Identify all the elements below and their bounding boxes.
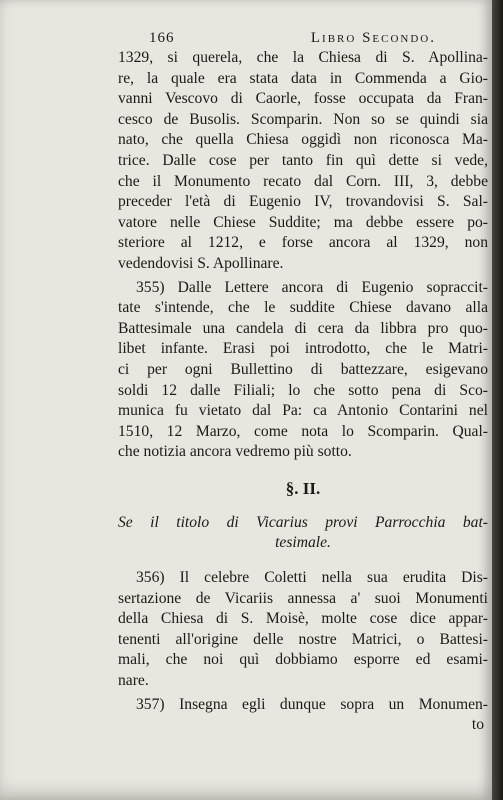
text-line: munica fu vietato dal Pa: ca Antonio Contarini nel: [118, 402, 488, 420]
page-text-block: [118, 28, 488, 735]
text-line: vanni Vescovo di Caorle, fosse occupata da Fran-: [118, 90, 488, 108]
section-mark: §. II.: [285, 478, 321, 498]
running-header: [149, 28, 436, 48]
page-number: 166: [149, 30, 175, 46]
text-line: tenenti all'origine delle nostre Matrici, o Battesi-: [118, 630, 488, 648]
text-line: che il Monumento recato dal Corn. III, 3, debbe: [118, 172, 488, 190]
section-heading: [118, 513, 488, 554]
text-line: nare.: [118, 672, 149, 690]
text-line: Battesimale una candela di cera da libbra pro quo-: [118, 319, 488, 337]
text-line: 1510, 12 Marzo, come nota lo Scomparin. Qual-: [118, 422, 488, 440]
page-edge-shadow: [492, 0, 503, 800]
text-line: cesco de Busolis. Scomparin. Non so se quindi sia: [118, 110, 488, 128]
text-line: 1329, si querela, che la Chiesa di S. Apollina-: [118, 49, 488, 66]
text-line: 357) Insegna egli dunque sopra un Monumen-: [136, 695, 488, 713]
running-title: Libro Secondo.: [310, 30, 436, 46]
text-line: sertazione de Vicariis annessa a' suoi Monumenti: [118, 589, 488, 607]
text-line: che notizia ancora vedremo più sotto.: [118, 443, 352, 461]
catchword: to: [471, 716, 484, 734]
text-line: vedendovisi S. Apollinare.: [118, 254, 284, 272]
text-line: trice. Dalle cose per tanto fin quì dette si vede,: [118, 151, 488, 169]
heading-line: Se il titolo di Vicarius provi Parrocchia bat-: [118, 513, 488, 531]
heading-line: tesimale.: [275, 534, 331, 552]
paragraph-355: [118, 278, 488, 463]
text-line: 355) Dalle Lettere ancora di Eugenio sopraccit-: [136, 278, 488, 296]
text-line: tate s'intende, che le suddite Chiese davano alla: [118, 299, 488, 317]
text-line: preceder l'età di Eugenio IV, trovandovisi S. Sal-: [118, 193, 488, 211]
text-line: soldi 12 dalle Filiali; lo che sotto pena di Sco-: [118, 381, 488, 399]
text-line: nato, che quella Chiesa oggidì non riconosca Ma-: [118, 131, 488, 149]
text-line: re, la quale era stata data in Commenda a Gio-: [118, 69, 488, 87]
text-line: vatore nelle Chiese Suddite; ma debbe essere po-: [118, 213, 488, 231]
text-line: steriore al 1212, e forse ancora al 1329, non: [118, 234, 488, 252]
text-line: 356) Il celebre Coletti nella sua erudita Dis-: [136, 569, 488, 587]
text-line: della Chiesa di S. Moisè, molte cose dice appar-: [118, 610, 488, 628]
text-line: ci per ogni Bullettino di battezzare, esigevano: [118, 360, 488, 378]
paragraph-356: [118, 568, 488, 692]
paragraph-354-continued: [118, 48, 488, 275]
paragraph-357: [118, 695, 488, 716]
text-line: libet infante. Erasi poi introdotto, che le Matri-: [118, 340, 488, 358]
text-line: mali, che noi quì dobbiamo esporre ed esami-: [118, 651, 488, 669]
